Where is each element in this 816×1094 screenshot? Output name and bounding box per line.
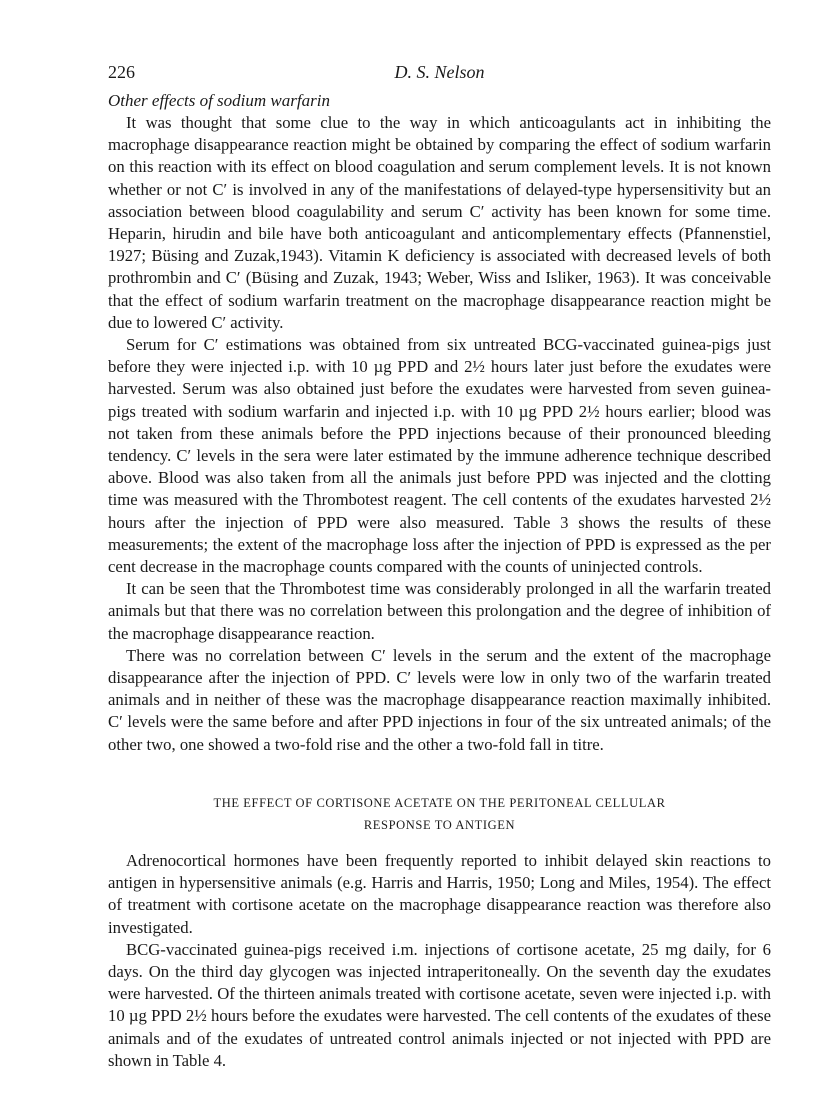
paragraph: It was thought that some clue to the way in which anticoagulants act in inhibiting the macrophage disappearance reaction might be obtained by comparing the effect of sodium warfarin on this reaction with its effect on blood coagulation and serum complement levels. It is not known whether or not C′ is involved in any of the manifestations of delayed-type hypersensitivity but an association between blood coagulability and serum C′ activity has been known for some time. Heparin, hirudin and bile have both anticoagulant and anticomplementary effects (Pfannenstiel, 1927; Büsing and Zuzak,1943). Vitamin K deficiency is associated with decreased levels of both prothrombin and C′ (Büsing and Zuzak, 1943; Weber, Wiss and Isliker, 1963). It was conceivable that the effect of sodium warfarin treatment on the macrophage disappearance reaction might be due to lowered C′ activity. (108, 113, 771, 332)
paragraph: It can be seen that the Thrombotest time was considerably prolonged in all the warfarin treated animals but that there was no correlation between this prolongation and the degree of inhibition of the macrophage disappearance reaction. (108, 579, 771, 643)
section-cortisone (108, 850, 771, 1072)
paragraph: BCG-vaccinated guinea-pigs received i.m. injections of cortisone acetate, 25 mg daily, for 6 days. On the third day glycogen was injected intraperitoneally. On the seventh day the exudates were harvested. Of the thirteen animals treated with cortisone acetate, seven were injected i.p. with 10 µg PPD 2½ hours before the exudates were harvested. The cell contents of the exudates of these animals and of the exudates of untreated control animals injected or not injected with PPD are shown in Table 4. (108, 939, 771, 1070)
section-subheading: Other effects of sodium warfarin (108, 91, 330, 110)
section-heading-line: THE EFFECT OF CORTISONE ACETATE ON THE PERITONEAL CELLULAR (213, 795, 666, 810)
paragraph: Adrenocortical hormones have been frequently reported to inhibit delayed skin reactions to antigen in hypersensitive animals (e.g. Harris and Harris, 1950; Long and Miles, 1954). The effect of treatment with cortisone acetate on the macrophage disappearance reaction was therefore also investigated. (108, 850, 771, 937)
section-heading (108, 792, 771, 836)
section-heading-line: RESPONSE TO ANTIGEN (363, 817, 516, 832)
paragraph: Serum for C′ estimations was obtained from six untreated BCG-vaccinated guinea-pigs just before they were injected i.p. with 10 µg PPD and 2½ hours later just before the exudates were harvested. Serum was also obtained just before the exudates were harvested from seven guinea-pigs treated with sodium warfarin and injected i.p. with 10 µg PPD 2½ hours earlier; blood was not taken from these animals before the PPD injections because of their pronounced bleeding tendency. C′ levels in the sera were later estimated by the immune adherence technique described above. Blood was also taken from all the animals just before PPD was injected and the clotting time was measured with the Thrombotest reagent. The cell contents of the exudates harvested 2½ hours after the injection of PPD were also measured. Table 3 shows the results of these measurements; the extent of the macrophage loss after the injection of PPD is expressed as the per cent decrease in the macrophage counts compared with the counts of uninjected controls. (108, 335, 771, 577)
paragraph: There was no correlation between C′ levels in the serum and the extent of the macrophage disappearance after the injection of PPD. C′ levels were low in only two of the warfarin treated animals and in neither of these was the macrophage disappearance reaction maximally inhibited. C′ levels were the same before and after PPD injections in four of the six untreated animals; of the other two, one showed a two-fold rise and the other a two-fold fall in titre. (108, 645, 771, 754)
page-number: 226 (108, 62, 135, 82)
journal-page (108, 62, 771, 1072)
section-warfarin (108, 90, 771, 756)
page-header (108, 62, 771, 90)
running-head: D. S. Nelson (394, 62, 485, 82)
